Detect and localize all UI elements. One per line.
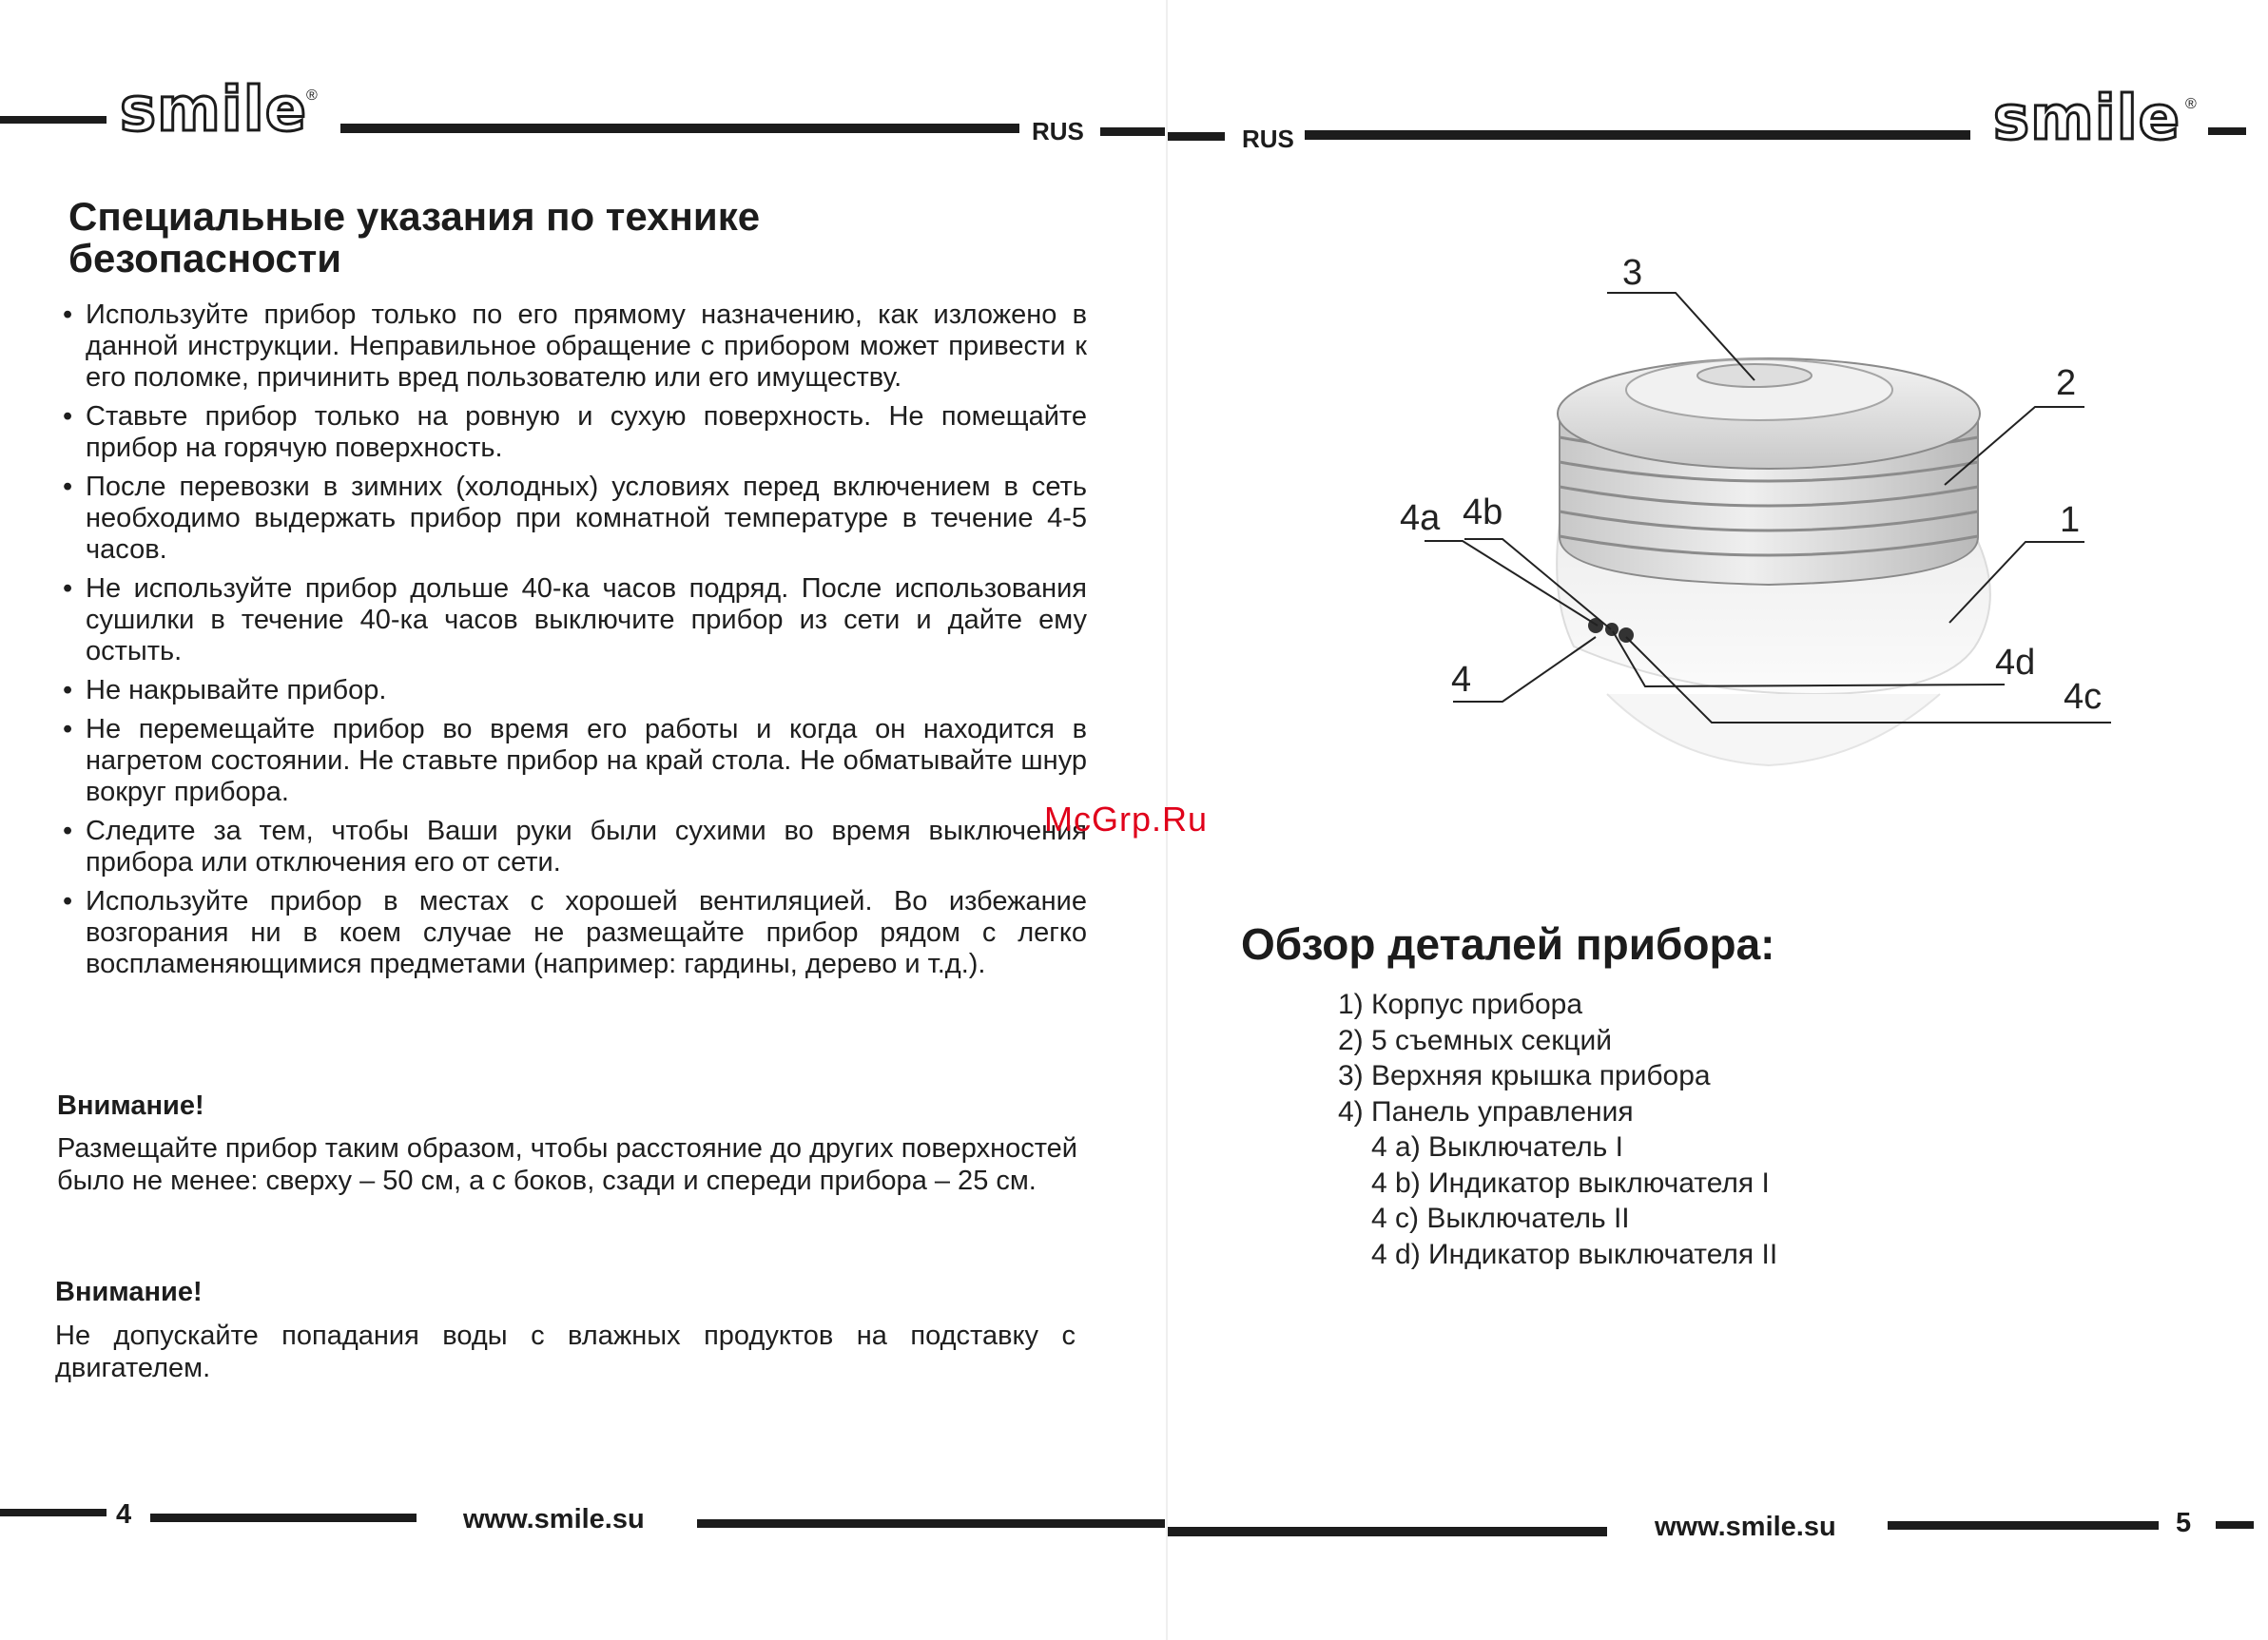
footer-rule bbox=[1168, 1527, 1607, 1536]
list-item: 4) Панель управления bbox=[1338, 1095, 1634, 1128]
list-item: 4 a) Выключатель I bbox=[1371, 1131, 1623, 1163]
list-item: 4 b) Индикатор выключателя I bbox=[1371, 1167, 1770, 1199]
list-item: 1) Корпус прибора bbox=[1338, 989, 1583, 1020]
header-rule-left-end bbox=[1100, 127, 1165, 136]
callout-4c: 4c bbox=[2064, 677, 2103, 717]
parts-overview-title: Обзор деталей прибора: bbox=[1241, 919, 1775, 969]
callout-2: 2 bbox=[2056, 363, 2077, 403]
attention-heading: Внимание! bbox=[57, 1090, 204, 1121]
watermark: McGrp.Ru bbox=[1044, 800, 1209, 839]
list-item: 3) Верхняя крышка прибора bbox=[1338, 1060, 1711, 1091]
smile-logo: smile bbox=[120, 75, 308, 145]
page-title bbox=[68, 196, 924, 280]
language-label: RUS bbox=[1032, 117, 1084, 145]
language-label: RUS bbox=[1242, 125, 1294, 153]
callout-4b: 4b bbox=[1463, 492, 1503, 532]
title-line-1: Специальные указания по технике bbox=[68, 194, 761, 239]
list-item: • Ставьте прибор только на ровную и сухую поверхность. Не помещайте прибор на горячую поверхность. bbox=[63, 401, 1087, 464]
registered-mark: ® bbox=[2185, 96, 2197, 112]
attention-heading: Внимание! bbox=[55, 1277, 203, 1307]
callout-1: 1 bbox=[2060, 500, 2081, 540]
list-item: • После перевозки в зимних (холодных) условиях перед включением в сеть необходимо выдержать прибор при комнатной температуре в течение 4-5 часов. bbox=[63, 472, 1087, 566]
footer-rule bbox=[1888, 1521, 2159, 1530]
registered-mark: ® bbox=[306, 87, 318, 104]
header-rule-right-long bbox=[1305, 130, 1970, 140]
header-rule-left-long bbox=[340, 124, 1019, 133]
attention-text: Не допускайте попадания воды с влажных продуктов на подставку с двигателем. bbox=[55, 1321, 1076, 1383]
safety-list bbox=[63, 299, 1087, 988]
callout-3: 3 bbox=[1622, 253, 1643, 293]
attention-text: Размещайте прибор таким образом, чтобы расстояние до других поверхностей было не менее: сверху – 50 см, а с боков, сзади и спереди прибора – 25 см. bbox=[57, 1133, 1077, 1196]
callout-4d: 4d bbox=[1995, 643, 2036, 683]
list-item: • Следите за тем, чтобы Ваши руки были сухими во время выключения прибора или отключения его от сети. bbox=[63, 816, 1087, 878]
list-item: 4 d) Индикатор выключателя II bbox=[1371, 1238, 1778, 1270]
list-item: • Используйте прибор в местах с хорошей вентиляцией. Во избежание возгорания ни в коем случае не размещайте прибор рядом с легко воспламеняющимися предметами (например: гардины, дерево и т.д.). bbox=[63, 886, 1087, 980]
website-link[interactable]: www.smile.su bbox=[463, 1504, 645, 1534]
list-item: 4 c) Выключатель II bbox=[1371, 1203, 1630, 1234]
footer-rule bbox=[0, 1509, 107, 1516]
header-rule-right-end bbox=[2208, 127, 2246, 135]
footer-rule bbox=[2216, 1521, 2254, 1529]
callout-4: 4 bbox=[1451, 660, 1472, 700]
callout-4a: 4a bbox=[1400, 498, 1441, 538]
parts-list bbox=[1338, 987, 1777, 1272]
footer-rule bbox=[697, 1519, 1165, 1528]
smile-logo: smile bbox=[1993, 84, 2181, 154]
list-item: • Не используйте прибор дольше 40-ка часов подряд. После использования сушилки в течение 40-ка часов выключите прибор из сети и дайте ему остыть. bbox=[63, 573, 1087, 667]
list-item: 2) 5 съемных секций bbox=[1338, 1024, 1613, 1056]
lid bbox=[1558, 358, 1980, 469]
list-item: • Не перемещайте прибор во время его работы и когда он находится в нагретом состоянии. Не ставьте прибор на край стола. Не обматывайте шнур вокруг прибора. bbox=[63, 714, 1087, 808]
header-rule-right-start bbox=[1168, 132, 1225, 141]
page-number: 4 bbox=[116, 1499, 132, 1530]
website-link[interactable]: www.smile.su bbox=[1655, 1512, 1836, 1542]
footer-rule bbox=[150, 1514, 417, 1522]
page-number: 5 bbox=[2176, 1508, 2192, 1538]
list-item: • Используйте прибор только по его прямому назначению, как изложено в данной инструкции. Неправильное обращение с прибором может привести к его поломке, причинить вред пользователю или его имуществу. bbox=[63, 299, 1087, 394]
title-line-2: безопасности bbox=[68, 236, 342, 280]
header-rule-left bbox=[0, 116, 107, 124]
list-item: • Не накрывайте прибор. bbox=[63, 675, 1087, 706]
